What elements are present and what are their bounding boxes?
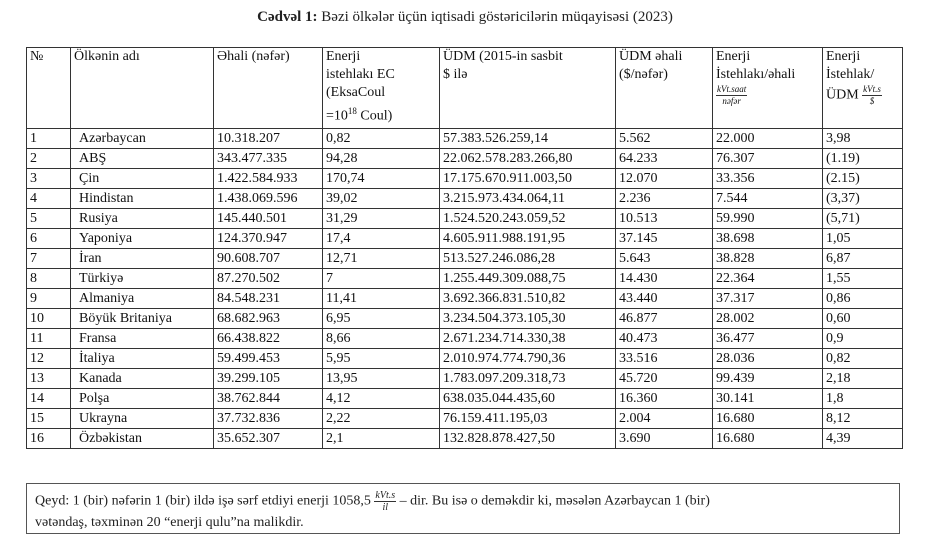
table-row <box>27 349 903 369</box>
cell-energy-per-capita: 33.356 <box>713 169 823 189</box>
table-row <box>27 189 903 209</box>
cell-energy-per-gdp: 0,9 <box>823 329 903 349</box>
table-row <box>27 169 903 189</box>
cell-no: 10 <box>27 309 71 329</box>
cell-no: 14 <box>27 389 71 409</box>
cell-population: 59.499.453 <box>214 349 323 369</box>
note-text: Qeyd: 1 (bir) nəfərin 1 (bir) ildə işə sərf etdiyi enerji 1058,5 <box>35 493 371 509</box>
cell-gdp-per-capita: 40.473 <box>616 329 713 349</box>
cell-gdp: 1.524.520.243.059,52 <box>440 209 616 229</box>
cell-energy-per-gdp: 4,39 <box>823 429 903 449</box>
header-energy-per-gdp: Enerji İstehlak/ ÜDM $\frac{\text{kVt.s}}{\$}$ <box>823 48 903 129</box>
cell-energy: 170,74 <box>323 169 440 189</box>
table-row <box>27 229 903 249</box>
cell-population: 66.438.822 <box>214 329 323 349</box>
cell-gdp: 3.234.504.373.105,30 <box>440 309 616 329</box>
cell-no: 13 <box>27 369 71 389</box>
cell-energy: 2,1 <box>323 429 440 449</box>
cell-gdp-per-capita: 2.236 <box>616 189 713 209</box>
cell-population: 1.438.069.596 <box>214 189 323 209</box>
cell-no: 7 <box>27 249 71 269</box>
header-population: Əhali (nəfər) <box>214 48 323 129</box>
cell-gdp: 3.215.973.434.064,11 <box>440 189 616 209</box>
cell-country: Fransa <box>71 329 214 349</box>
cell-energy-per-capita: 22.000 <box>713 129 823 149</box>
cell-country: Polşa <box>71 389 214 409</box>
table-row <box>27 329 903 349</box>
table-header-row <box>27 48 903 129</box>
cell-energy-per-capita: 99.439 <box>713 369 823 389</box>
cell-gdp-per-capita: 5.643 <box>616 249 713 269</box>
cell-no: 4 <box>27 189 71 209</box>
cell-energy: 5,95 <box>323 349 440 369</box>
header-energy-per-capita: Enerji İstehlakı/əhali $\frac{\text{kVt.saat}}{\text{nəfər}}$ <box>713 48 823 129</box>
cell-no: 1 <box>27 129 71 149</box>
cell-energy-per-gdp: 8,12 <box>823 409 903 429</box>
cell-energy-per-capita: 16.680 <box>713 409 823 429</box>
cell-country: Azərbaycan <box>71 129 214 149</box>
cell-no: 12 <box>27 349 71 369</box>
cell-gdp: 17.175.670.911.003,50 <box>440 169 616 189</box>
cell-energy-per-gdp: (2.15) <box>823 169 903 189</box>
cell-energy: 17,4 <box>323 229 440 249</box>
cell-energy-per-capita: 38.698 <box>713 229 823 249</box>
cell-energy-per-capita: 38.828 <box>713 249 823 269</box>
table-row <box>27 129 903 149</box>
cell-population: 84.548.231 <box>214 289 323 309</box>
table-row <box>27 209 903 229</box>
note-unit-fraction: $\frac{\text{kVt.s}}{il}$ <box>375 490 396 513</box>
cell-gdp-per-capita: 3.690 <box>616 429 713 449</box>
cell-gdp-per-capita: 43.440 <box>616 289 713 309</box>
cell-energy: 12,71 <box>323 249 440 269</box>
cell-energy-per-capita: 7.544 <box>713 189 823 209</box>
cell-population: 38.762.844 <box>214 389 323 409</box>
cell-energy-per-gdp: 0,82 <box>823 349 903 369</box>
caption-label: Cədvəl 1: <box>257 9 318 25</box>
table-row <box>27 369 903 389</box>
cell-energy-per-capita: 16.680 <box>713 429 823 449</box>
table-body <box>27 129 903 449</box>
cell-gdp-per-capita: 14.430 <box>616 269 713 289</box>
cell-energy-per-capita: 76.307 <box>713 149 823 169</box>
table-row <box>27 309 903 329</box>
cell-gdp: 76.159.411.195,03 <box>440 409 616 429</box>
cell-gdp-per-capita: 10.513 <box>616 209 713 229</box>
cell-population: 37.732.836 <box>214 409 323 429</box>
cell-country: Özbəkistan <box>71 429 214 449</box>
header-energy: Enerji istehlakı EC (EksaCoul $=10^{18}$ Coul) <box>323 48 440 129</box>
cell-population: 39.299.105 <box>214 369 323 389</box>
cell-country: Yaponiya <box>71 229 214 249</box>
cell-energy-per-gdp: (5,71) <box>823 209 903 229</box>
cell-gdp: 2.671.234.714.330,38 <box>440 329 616 349</box>
table-row <box>27 429 903 449</box>
cell-gdp-per-capita: 45.720 <box>616 369 713 389</box>
cell-country: Ukrayna <box>71 409 214 429</box>
cell-energy: 7 <box>323 269 440 289</box>
cell-population: 145.440.501 <box>214 209 323 229</box>
note-text-line2: vətəndaş, təxminən 20 “enerji qulu”na malikdir. <box>35 515 304 530</box>
table-caption <box>0 9 930 26</box>
header-gdp-per-capita: ÜDM əhali ($/nəfər) <box>616 48 713 129</box>
cell-energy-per-gdp: 1,05 <box>823 229 903 249</box>
unit-fraction: $\frac{\text{kVt.saat}}{\text{nəfər}}$ <box>717 84 747 106</box>
cell-energy-per-gdp: 6,87 <box>823 249 903 269</box>
cell-country: Kanada <box>71 369 214 389</box>
cell-no: 11 <box>27 329 71 349</box>
cell-gdp-per-capita: 37.145 <box>616 229 713 249</box>
cell-energy: 4,12 <box>323 389 440 409</box>
table-row <box>27 409 903 429</box>
cell-gdp: 2.010.974.774.790,36 <box>440 349 616 369</box>
footnote-box <box>26 483 900 534</box>
cell-no: 6 <box>27 229 71 249</box>
cell-population: 10.318.207 <box>214 129 323 149</box>
cell-gdp: 1.783.097.209.318,73 <box>440 369 616 389</box>
cell-country: Almaniya <box>71 289 214 309</box>
cell-energy: 8,66 <box>323 329 440 349</box>
cell-population: 35.652.307 <box>214 429 323 449</box>
cell-country: ABŞ <box>71 149 214 169</box>
cell-no: 3 <box>27 169 71 189</box>
cell-energy: 2,22 <box>323 409 440 429</box>
cell-gdp: 1.255.449.309.088,75 <box>440 269 616 289</box>
cell-no: 15 <box>27 409 71 429</box>
cell-gdp-per-capita: 12.070 <box>616 169 713 189</box>
cell-population: 68.682.963 <box>214 309 323 329</box>
cell-no: 8 <box>27 269 71 289</box>
cell-energy-per-capita: 30.141 <box>713 389 823 409</box>
cell-energy-per-gdp: (1.19) <box>823 149 903 169</box>
cell-no: 9 <box>27 289 71 309</box>
unit-fraction: $\frac{\text{kVt.s}}{\$}$ <box>863 84 881 106</box>
table-row <box>27 269 903 289</box>
cell-no: 2 <box>27 149 71 169</box>
cell-country: Çin <box>71 169 214 189</box>
cell-gdp: 3.692.366.831.510,82 <box>440 289 616 309</box>
cell-population: 90.608.707 <box>214 249 323 269</box>
cell-energy-per-capita: 59.990 <box>713 209 823 229</box>
cell-energy: 13,95 <box>323 369 440 389</box>
cell-energy: 11,41 <box>323 289 440 309</box>
cell-country: Türkiyə <box>71 269 214 289</box>
cell-population: 124.370.947 <box>214 229 323 249</box>
table-row <box>27 249 903 269</box>
header-gdp: ÜDM (2015-in sasbit $ ilə <box>440 48 616 129</box>
cell-no: 5 <box>27 209 71 229</box>
cell-energy: 6,95 <box>323 309 440 329</box>
cell-energy-per-gdp: 0,60 <box>823 309 903 329</box>
table-row <box>27 149 903 169</box>
cell-gdp: 132.828.878.427,50 <box>440 429 616 449</box>
cell-energy: 94,28 <box>323 149 440 169</box>
cell-energy-per-gdp: 3,98 <box>823 129 903 149</box>
cell-energy: 31,29 <box>323 209 440 229</box>
cell-country: Hindistan <box>71 189 214 209</box>
cell-energy-per-capita: 28.036 <box>713 349 823 369</box>
note-text-after: – dir. Bu isə o deməkdir ki, məsələn Azərbaycan 1 (bir) <box>399 493 710 509</box>
cell-energy-per-gdp: (3,37) <box>823 189 903 209</box>
cell-gdp-per-capita: 64.233 <box>616 149 713 169</box>
cell-energy: 39,02 <box>323 189 440 209</box>
cell-energy-per-gdp: 2,18 <box>823 369 903 389</box>
header-country: Ölkənin adı <box>71 48 214 129</box>
cell-energy-per-capita: 22.364 <box>713 269 823 289</box>
cell-population: 343.477.335 <box>214 149 323 169</box>
cell-population: 1.422.584.933 <box>214 169 323 189</box>
cell-gdp-per-capita: 16.360 <box>616 389 713 409</box>
cell-population: 87.270.502 <box>214 269 323 289</box>
header-no: № <box>27 48 71 129</box>
cell-energy-per-gdp: 0,86 <box>823 289 903 309</box>
cell-energy-per-capita: 36.477 <box>713 329 823 349</box>
cell-gdp-per-capita: 46.877 <box>616 309 713 329</box>
cell-energy: 0,82 <box>323 129 440 149</box>
cell-gdp-per-capita: 5.562 <box>616 129 713 149</box>
cell-gdp: 638.035.044.435,60 <box>440 389 616 409</box>
cell-energy-per-capita: 28.002 <box>713 309 823 329</box>
cell-country: İran <box>71 249 214 269</box>
cell-country: İtaliya <box>71 349 214 369</box>
cell-gdp-per-capita: 2.004 <box>616 409 713 429</box>
comparison-table <box>26 47 903 449</box>
cell-energy-per-gdp: 1,55 <box>823 269 903 289</box>
cell-gdp-per-capita: 33.516 <box>616 349 713 369</box>
cell-energy-per-gdp: 1,8 <box>823 389 903 409</box>
cell-gdp: 22.062.578.283.266,80 <box>440 149 616 169</box>
cell-no: 16 <box>27 429 71 449</box>
table-row <box>27 289 903 309</box>
cell-gdp: 513.527.246.086,28 <box>440 249 616 269</box>
cell-gdp: 4.605.911.988.191,95 <box>440 229 616 249</box>
cell-country: Rusiya <box>71 209 214 229</box>
caption-text: Bəzi ölkələr üçün iqtisadi göstəricilərin müqayisəsi (2023) <box>321 9 673 25</box>
cell-gdp: 57.383.526.259,14 <box>440 129 616 149</box>
cell-energy-per-capita: 37.317 <box>713 289 823 309</box>
cell-country: Böyük Britaniya <box>71 309 214 329</box>
table-row <box>27 389 903 409</box>
